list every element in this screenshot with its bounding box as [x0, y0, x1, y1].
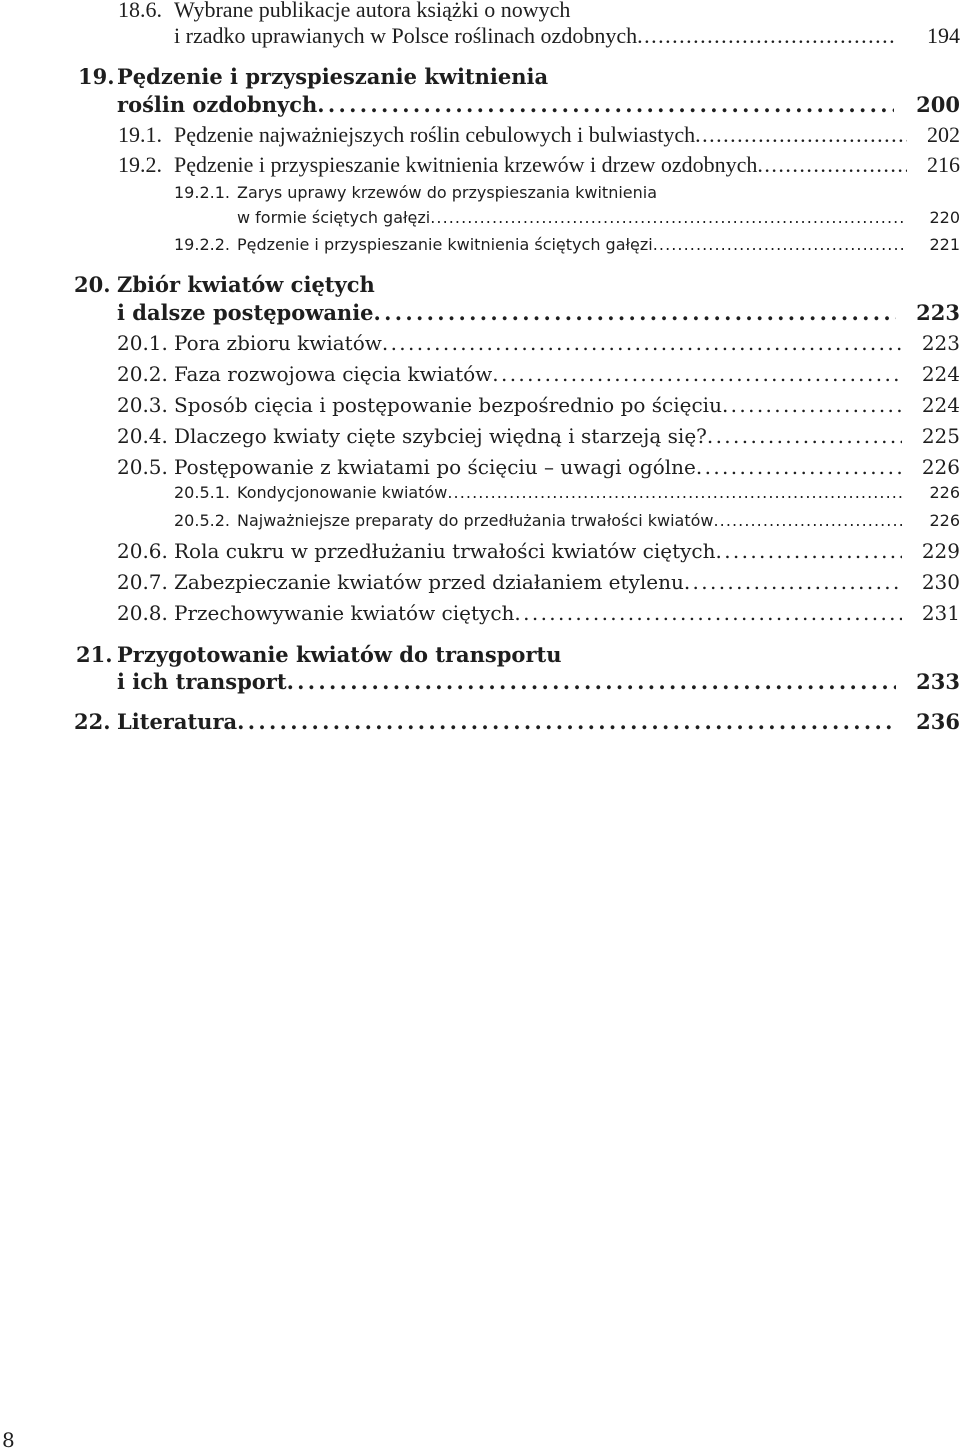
toc-entry-page: 224 — [921, 393, 960, 417]
toc-entry-number: 20.5.2. — [174, 511, 230, 530]
toc-entry-number: 19. — [78, 64, 115, 89]
toc-leader-dots — [287, 669, 897, 694]
page-number: 8 — [2, 1428, 15, 1452]
toc-leader-dots — [317, 92, 894, 117]
toc-entry-page: 223 — [921, 331, 960, 355]
toc-entry-number: 20.1. — [117, 331, 168, 355]
toc-entry-title: Rola cukru w przedłużaniu trwałości kwiatów ciętych — [174, 539, 716, 563]
toc-entry-number: 20.7. — [117, 570, 168, 594]
toc-entry-page: 225 — [921, 424, 960, 448]
toc-entry-number: 20.4. — [117, 424, 168, 448]
toc-entry-title: Pędzenie i przyspieszanie kwitnienia — [117, 64, 549, 89]
toc-entry-page: 220 — [929, 208, 960, 227]
toc-entry-number: 19.2.1. — [174, 183, 230, 202]
toc-leader-dots — [447, 483, 905, 502]
toc-entry-title-cont: i dalsze postępowanie — [117, 300, 374, 325]
toc-leader-dots — [713, 511, 905, 530]
toc-entry-title: Najważniejsze preparaty do przedłużania trwałości kwiatów — [237, 511, 714, 530]
toc-entry-number: 20.2. — [117, 362, 168, 386]
toc-entry-page: 236 — [916, 709, 960, 734]
toc-entry-title: Sposób cięcia i postępowanie bezpośrednio po ścięciu — [174, 393, 722, 417]
toc-entry-title: Wybrane publikacje autora książki o nowych — [174, 0, 571, 22]
toc-entry-title: Zabezpieczanie kwiatów przed działaniem etylenu — [174, 570, 684, 594]
toc-entry-title-cont: i ich transport — [117, 669, 287, 694]
toc-entry-page: 202 — [927, 122, 960, 147]
toc-entry-number: 19.2.2. — [174, 235, 230, 254]
toc-leader-dots — [514, 601, 901, 625]
toc-leader-dots — [374, 300, 897, 325]
toc-entry-number: 20.8. — [117, 601, 168, 625]
toc-entry-title-cont: w formie ściętych gałęzi — [237, 208, 431, 227]
toc-leader-dots — [653, 235, 906, 254]
toc-entry-title: Przygotowanie kwiatów do transportu — [117, 642, 562, 667]
toc-entry-title: Kondycjonowanie kwiatów — [237, 483, 448, 502]
toc-entry-title: Dlaczego kwiaty cięte szybciej więdną i starzeją się? — [174, 424, 707, 448]
toc-entry-title: Pędzenie najważniejszych roślin cebulowych i bulwiastych — [174, 122, 696, 147]
toc-leader-dots — [382, 331, 902, 355]
toc-entry-number: 20.5. — [117, 455, 168, 479]
toc-entry-page: 230 — [921, 570, 960, 594]
toc-leader-dots — [707, 424, 902, 448]
toc-entry-title: Przechowywanie kwiatów ciętych — [174, 601, 515, 625]
toc-entry-title-cont: i rzadko uprawianych w Polsce roślinach ozdobnych — [174, 23, 638, 48]
toc-entry-number: 20. — [74, 272, 111, 297]
toc-entry-title: Pora zbioru kwiatów — [174, 331, 382, 355]
toc-entry-number: 19.1. — [118, 122, 162, 147]
toc-entry-title: Pędzenie i przyspieszanie kwitnienia ściętych gałęzi — [237, 235, 653, 254]
toc-entry-page: 200 — [916, 92, 960, 117]
toc-leader-dots — [684, 570, 902, 594]
toc-leader-dots — [695, 122, 907, 148]
toc-entry-title-cont: roślin ozdobnych — [117, 92, 318, 117]
toc-entry-page: 223 — [916, 300, 960, 325]
toc-entry-number: 20.5.1. — [174, 483, 230, 502]
toc-entry-page: 226 — [929, 511, 960, 530]
toc-leader-dots — [492, 362, 902, 386]
toc-entry-number: 21. — [76, 642, 113, 667]
toc-entry-number: 19.2. — [118, 152, 162, 177]
toc-entry-title: Zarys uprawy krzewów do przyspieszania kwitnienia — [237, 183, 658, 202]
toc-entry-title: Postępowanie z kwiatami po ścięciu – uwagi ogólne — [174, 455, 696, 479]
toc-entry-page: 226 — [921, 455, 960, 479]
toc-leader-dots — [696, 455, 902, 479]
toc-leader-dots — [722, 393, 902, 417]
toc-entry-title: Faza rozwojowa cięcia kwiatów — [174, 362, 493, 386]
toc-entry-page: 221 — [929, 235, 960, 254]
toc-entry-title: Pędzenie i przyspieszanie kwitnienia krzewów i drzew ozdobnych — [174, 152, 758, 177]
toc-entry-number: 22. — [74, 709, 111, 734]
toc-entry-page: 226 — [929, 483, 960, 502]
toc-leader-dots — [237, 709, 896, 734]
toc-leader-dots — [430, 208, 905, 227]
toc-entry-page: 216 — [927, 152, 960, 177]
toc-entry-number: 20.6. — [117, 539, 168, 563]
toc-entry-page: 229 — [921, 539, 960, 563]
toc-leader-dots — [715, 539, 901, 563]
toc-entry-page: 231 — [921, 601, 960, 625]
toc-entry-title: Literatura — [117, 709, 238, 734]
toc-entry-title: Zbiór kwiatów ciętych — [117, 272, 375, 297]
toc-entry-page: 233 — [916, 669, 960, 694]
toc-entry-page: 194 — [927, 23, 960, 48]
toc-entry-page: 224 — [921, 362, 960, 386]
toc-leader-dots — [757, 152, 907, 178]
toc-leader-dots — [637, 23, 897, 49]
toc-entry-number: 20.3. — [117, 393, 168, 417]
toc-entry-number: 18.6. — [118, 0, 162, 22]
